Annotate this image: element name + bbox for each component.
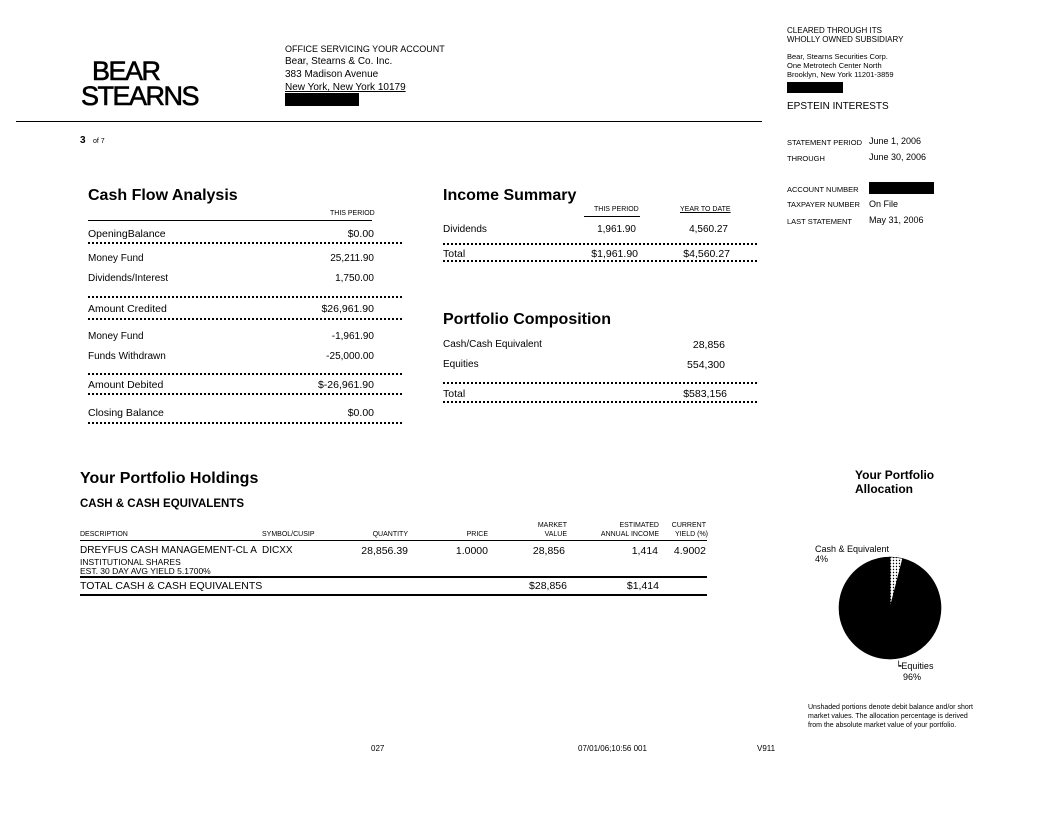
holding-annual-income: 1,414: [631, 545, 658, 557]
redacted-block: [285, 93, 359, 106]
composition-row-value: 28,856: [692, 339, 725, 351]
col-quantity: QUANTITY: [372, 531, 408, 538]
composition-row-value: $583,156: [683, 388, 727, 400]
header-rule: [16, 121, 762, 122]
composition-row-value: 554,300: [687, 359, 725, 371]
cash-flow-column-header: THIS PERIOD: [330, 210, 375, 217]
holdings-title: Your Portfolio Holdings: [80, 470, 259, 487]
divider: [88, 393, 402, 395]
allocation-note-2: market values. The allocation percentage is derived: [808, 713, 968, 720]
cash-flow-header-rule: [88, 220, 372, 221]
pie-label-cash: Cash & Equivalent: [815, 544, 890, 554]
income-summary-title: Income Summary: [443, 187, 577, 204]
income-row-ytd: 4,560.27: [689, 224, 728, 235]
cash-flow-row-label: Money Fund: [88, 331, 144, 342]
cash-flow-row-value: $26,961.90: [321, 303, 374, 315]
cash-flow-row-label: Amount Debited: [88, 379, 164, 391]
equities-leader-icon: ┕: [896, 661, 902, 671]
income-row-label: Total: [443, 248, 466, 260]
allocation-note-3: from the absolute market value of your portfolio.: [808, 722, 957, 729]
holdings-section-title: CASH & CASH EQUIVALENTS: [80, 498, 244, 510]
bear-stearns-logo: [81, 56, 199, 111]
allocation-note-1: Unshaded portions denote debit balance and/or short: [808, 704, 974, 711]
holding-yield: 4.9002: [673, 545, 706, 557]
page-indicator: [80, 130, 105, 148]
holdings-total-rule-bottom: [80, 594, 707, 596]
footer-code-1: 027: [371, 744, 385, 753]
holding-symbol: DICXX: [262, 545, 293, 556]
composition-row-label: Total: [443, 388, 466, 400]
holding-quantity: 28,856.39: [361, 545, 408, 557]
last-statement-label: LAST STATEMENT: [787, 217, 853, 226]
holding-price: 1.0000: [455, 545, 488, 557]
composition-row-label: Cash/Cash Equivalent: [443, 339, 542, 350]
holdings-total-market-value: $28,856: [529, 580, 567, 592]
portfolio-composition-title: Portfolio Composition: [443, 311, 611, 328]
cash-flow-row-value: 1,750.00: [335, 273, 374, 284]
income-col-this-period: THIS PERIOD: [594, 206, 639, 213]
holding-description-2: INSTITUTIONAL SHARES: [80, 557, 181, 567]
holding-description-1: DREYFUS CASH MANAGEMENT-CL A: [80, 545, 257, 556]
statement-period-end: June 30, 2006: [869, 152, 927, 162]
cash-flow-row-label: Funds Withdrawn: [88, 351, 166, 362]
col-price: PRICE: [466, 531, 488, 538]
income-row-ytd: $4,560.27: [683, 248, 730, 260]
office-name: Bear, Stearns & Co. Inc.: [285, 56, 393, 67]
taxpayer-value: On File: [869, 199, 899, 209]
footer-code-2: V911: [757, 744, 776, 753]
cash-flow-row-label: Money Fund: [88, 253, 144, 264]
holding-description-3: EST. 30 DAY AVG YIELD 5.1700%: [80, 566, 211, 576]
cleared-line-2: WHOLLY OWNED SUBSIDIARY: [787, 35, 904, 44]
footer-timestamp: 07/01/06;10:56 001: [578, 744, 647, 753]
income-col-ytd: YEAR TO DATE: [680, 206, 731, 213]
col-annual-income-2: ANNUAL INCOME: [600, 531, 659, 538]
divider: [88, 242, 402, 244]
through-label: THROUGH: [787, 154, 825, 163]
divider: [88, 318, 402, 320]
col-market-value-2: VALUE: [544, 531, 567, 538]
income-row-this-period: 1,961.90: [597, 224, 636, 235]
page-number: 3: [80, 135, 86, 146]
income-row-this-period: $1,961.90: [591, 248, 638, 260]
allocation-title-2: Allocation: [855, 482, 914, 496]
col-symbol: SYMBOL/CUSIP: [262, 531, 315, 538]
income-row-label: Dividends: [443, 224, 487, 235]
col-description: DESCRIPTION: [80, 531, 128, 538]
cash-flow-row-value: -1,961.90: [331, 331, 374, 342]
statement-period-label: STATEMENT PERIOD: [787, 138, 863, 147]
pie-slice-equities: [839, 557, 941, 659]
cash-flow-row-label: Dividends/Interest: [88, 273, 169, 284]
allocation-pie-chart: [835, 553, 945, 663]
holdings-total-annual-income: $1,414: [626, 580, 659, 592]
clearing-address-1: One Metrotech Center North: [787, 61, 882, 70]
last-statement-value: May 31, 2006: [869, 215, 924, 225]
office-street: 383 Madison Avenue: [285, 69, 379, 80]
col-market-value-1: MARKET: [537, 522, 567, 529]
allocation-title-1: Your Portfolio: [855, 468, 935, 482]
pie-label-equities: [896, 661, 933, 672]
redacted-block: [787, 82, 843, 93]
page-of: of 7: [93, 138, 105, 145]
office-city: New York, New York 10179: [285, 82, 406, 93]
col-yield-2: YIELD (%): [674, 531, 708, 538]
cash-flow-row-value: $0.00: [347, 407, 374, 419]
divider: [443, 260, 757, 262]
divider: [443, 243, 757, 245]
col-yield-1: CURRENT: [671, 522, 706, 529]
pie-label-cash-pct: 4%: [815, 554, 829, 564]
cash-flow-row-label: OpeningBalance: [88, 228, 166, 240]
holdings-total-rule-top: [80, 576, 707, 578]
pie-label-equities-pct: 96%: [903, 672, 922, 682]
divider: [88, 296, 402, 298]
income-header-rule: [584, 216, 640, 217]
cash-flow-row-value: $-26,961.90: [317, 379, 374, 391]
logo-line-1: BEAR: [92, 56, 160, 86]
divider: [443, 382, 757, 384]
cash-flow-row-label: Closing Balance: [88, 407, 164, 419]
statement-period-start: June 1, 2006: [869, 136, 922, 146]
divider: [88, 373, 402, 375]
redacted-block: [869, 182, 934, 194]
cash-flow-title: Cash Flow Analysis: [88, 187, 238, 204]
clearing-address-2: Brooklyn, New York 11201-3859: [787, 70, 894, 79]
holding-market-value: 28,856: [532, 545, 565, 557]
cash-flow-row-value: $0.00: [347, 228, 374, 240]
logo-line-2: STEARNS: [81, 81, 199, 111]
clearing-firm: Bear, Stearns Securities Corp.: [787, 52, 888, 61]
divider: [443, 401, 757, 403]
cash-flow-row-label: Amount Credited: [88, 303, 167, 315]
cash-flow-row-value: 25,211.90: [330, 253, 374, 264]
cleared-line-1: CLEARED THROUGH ITS: [787, 26, 882, 35]
account-number-label: ACCOUNT NUMBER: [787, 185, 859, 194]
office-label: OFFICE SERVICING YOUR ACCOUNT: [285, 44, 445, 54]
pie-label-equities-text: Equities: [901, 661, 934, 671]
divider: [88, 422, 402, 424]
account-name: EPSTEIN INTERESTS: [787, 101, 889, 112]
cash-flow-row-value: -25,000.00: [326, 351, 374, 362]
taxpayer-label: TAXPAYER NUMBER: [787, 200, 860, 209]
holdings-total-label: TOTAL CASH & CASH EQUIVALENTS: [80, 580, 263, 592]
holdings-header-rule: [80, 540, 707, 541]
composition-row-label: Equities: [443, 359, 479, 370]
col-annual-income-1: ESTIMATED: [619, 522, 659, 529]
